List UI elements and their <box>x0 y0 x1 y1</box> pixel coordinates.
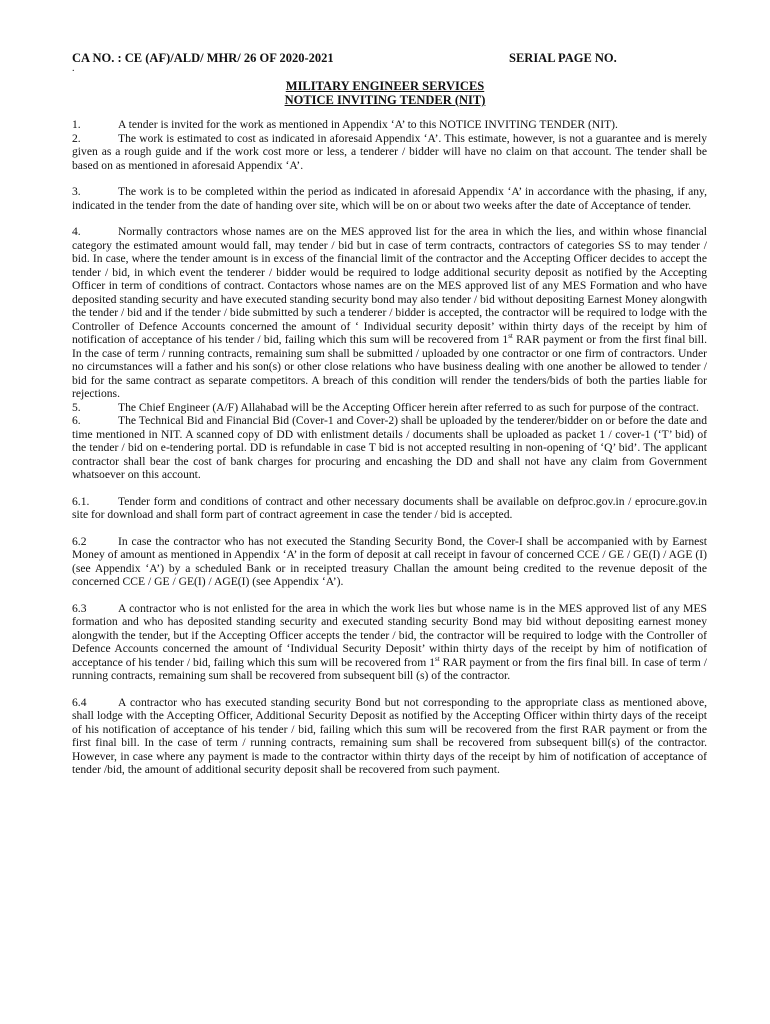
paragraph-number: 5. <box>72 400 81 414</box>
paragraph-number: 1. <box>72 118 81 131</box>
paragraph-text: Tender form and conditions of contract and other necessary documents shall be available on defproc.gov.in / eprocure.gov.in site for download and shall form part of contract agreement in case the tender / bid is accepted. <box>72 494 707 521</box>
paragraph-1 <box>72 118 707 132</box>
paragraph-number: 2. <box>72 131 81 145</box>
ordinal-suffix: st <box>508 332 513 341</box>
paragraph-2 <box>72 132 707 173</box>
paragraph-6-3 <box>72 602 707 683</box>
paragraph-6-4 <box>72 696 707 777</box>
paragraph-6 <box>72 414 707 482</box>
paragraph-number: 6. <box>72 414 81 427</box>
paragraph-text: The Technical Bid and Financial Bid (Cover-1 and Cover-2) shall be uploaded by the tenderer/bidder on or before the date and time mentioned in NIT. A scanned copy of DD with enlistment details / documents shall be uploaded as packet 1 / cover-1 (‘T’ bid) of the tender / bid on e-tendering portal. DD is refundable in case T bid is not accepted resulting in non-opening of ‘Q’ bid’. The applicant contractor shall bear the cost of bank charges for procuring and encashing the DD and shall not have any claim from Government whatsoever on this account. <box>72 414 707 481</box>
document-body <box>72 118 707 777</box>
paragraph-4 <box>72 225 707 401</box>
paragraph-3 <box>72 185 707 212</box>
paragraph-text: The Chief Engineer (A/F) Allahabad will be the Accepting Officer herein after referred to as such for purpose of the contract. <box>118 400 699 414</box>
document-title <box>0 79 770 107</box>
contract-number: CA NO. : CE (AF)/ALD/ MHR/ 26 OF 2020-2021 <box>72 51 334 65</box>
title-line-2: NOTICE INVITING TENDER (NIT) <box>284 93 486 107</box>
paragraph-6-1 <box>72 495 707 522</box>
paragraph-text: A contractor who has executed standing security Bond but not corresponding to the appropriate class as mentioned above, shall lodge with the Accepting Officer, Additional Security Deposit as notified by the Accepting Officer within thirty days of the receipt of his notification of acceptance of his tender / bid, failing which this sum will be recovered from the first RAR payment or from the first final bill. In the case of term / running contracts, remaining sum shall be recovered from subsequent bill(s) of the contractor. However, in case where any payment is made to the contractor within thirty days of the receipt by him of notification of acceptance of tender /bid, the amount of additional security deposit shall be recovered from such payment. <box>72 695 707 776</box>
paragraph-number: 6.1. <box>72 494 90 508</box>
paragraph-text: Normally contractors whose names are on the MES approved list for the area in which the lies, and within whose financial category the estimated amount would fall, may tender / bid but in case of term contracts, contractors of categories SS to may tender / bid. In case, where the tender amount is in excess of the financial limit of the contractor and the Accepting Officer decides to accept the tender / bid, in which event the tenderer / bidder would be required to lodge additional security deposit as notified by the Accepting Officer in term of conditions of contract. Contactors whose names are on the MES approved list of any MES Formation and who have deposited standing security and have executed standing security bond may also tender / bid without depositing Earnest Money alongwith the tender / bid and if the tender / bide submitted by such a tenderer / bidder is accepted, the contractor will be required to lodge with the Controller of Defence Accounts concerned the amount of ‘ Individual security deposit’ within thirty days of the receipt by him of notification of acceptance of his tender / bid, failing which this sum will be recovered from 1 <box>72 225 707 346</box>
paragraph-text-cont: RAR payment or from the firs final bill. In case of term / running contracts, remaining sum shall be recovered from subsequent bill (s) of the contractor. <box>72 655 708 682</box>
ordinal-suffix: st <box>435 654 440 663</box>
paragraph-text: A tender is invited for the work as mentioned in Appendix ‘A’ to this NOTICE INVITING TENDER (NIT). <box>118 118 618 131</box>
paragraph-number: 3. <box>72 185 81 198</box>
paragraph-text: The work is estimated to cost as indicated in aforesaid Appendix ‘A’. This estimate, however, is not a guarantee and is merely given as a rough guide and if the work cost more or less, a tenderer / bidder will have no claim on that account. The tender shall be based on as mentioned in aforesaid Appendix ‘A’. <box>72 131 707 172</box>
paragraph-6-2 <box>72 535 707 589</box>
paragraph-number: 6.2 <box>72 534 87 548</box>
header-mark: . <box>72 63 75 74</box>
paragraph-5 <box>72 401 707 415</box>
paragraph-number: 6.4 <box>72 695 87 709</box>
paragraph-text-cont: RAR payment or from the first final bill. In the case of term / running contracts, remaining sum shall be submitted / uploaded by one contractor or one firm of contractors. Under no circumstances will a father and his son(s) or other close relations who have business dealing with one another be allowed to tender / bid for the same contract as separate competitors. A breach of this condition will render the tenders/bids of both the parties liable for rejections. <box>72 333 707 400</box>
paragraph-text: In case the contractor who has not executed the Standing Security Bond, the Cover-I shall be accompanied with by Earnest Money of amount as mentioned in Appendix ‘A’ in the form of deposit at call receipt in favour of concerned CCE / GE / GE(I) / AGE (I) (see Appendix ‘A’) by a scheduled Bank or in receipted treasury Challan the amount being credited to the revenue deposit of the concerned CCE / GE / GE(I) / AGE(I) (see Appendix ‘A’). <box>72 534 707 588</box>
paragraph-number: 6.3 <box>72 601 87 615</box>
title-line-1: MILITARY ENGINEER SERVICES <box>285 79 485 93</box>
paragraph-text: A contractor who is not enlisted for the area in which the work lies but whose name is in the MES approved list of any MES formation and who has deposited standing security and executed standing security Bond may bid without depositing earnest money alongwith the tender, but if the Accepting Officer accepts the tender / bid, the contractor will be required to lodge with the Controller of Defence Accounts concerned the amount of ‘Individual Security Deposit’ within thirty days of the receipt by him of notification of acceptance of his tender / bid, failing which this sum will be recovered from 1 <box>72 601 707 669</box>
paragraph-text: The work is to be completed within the period as indicated in aforesaid Appendix ‘A’ in accordance with the phasing, if any, indicated in the tender from the date of handing over site, which will be on or about two weeks after the date of Acceptance of tender. <box>72 185 707 212</box>
serial-page-label: SERIAL PAGE NO. <box>509 51 617 65</box>
paragraph-number: 4. <box>72 225 81 238</box>
